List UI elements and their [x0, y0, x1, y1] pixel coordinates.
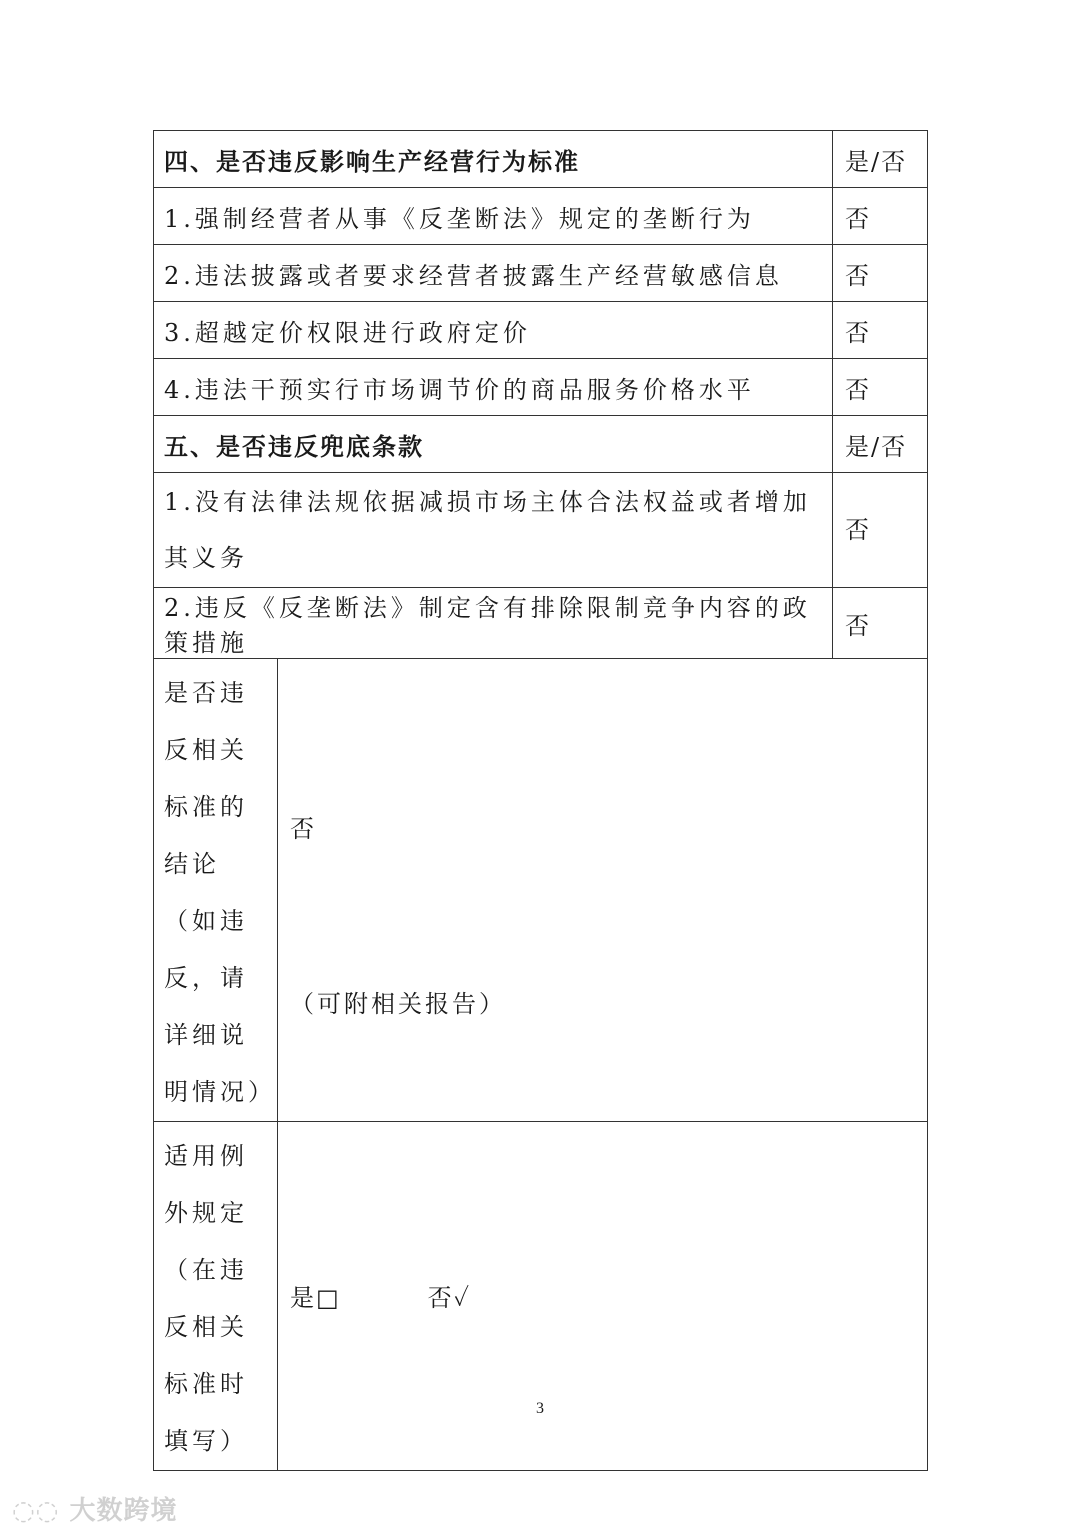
table-row: [154, 302, 928, 359]
section-title: 四、是否违反影响生产经营行为标准: [154, 131, 833, 188]
exception-content: [278, 1122, 928, 1471]
page-number: 3: [536, 1400, 544, 1417]
exception-label: 适用例外规定（在违反相关标准时填写）: [154, 1122, 278, 1471]
watermark-text: 大数跨境: [69, 1496, 178, 1526]
conclusion-label: 是否违反相关标准的结论（如违反，请详细说明情况）: [154, 659, 278, 1122]
item-answer: 否: [833, 473, 928, 588]
table-row: [154, 245, 928, 302]
conclusion-answer: 否: [290, 815, 316, 843]
section-title: 五、是否违反兜底条款: [154, 416, 833, 473]
section-header-row: [154, 416, 928, 473]
item-answer: 否: [833, 188, 928, 245]
item-text: 4.违法干预实行市场调节价的商品服务价格水平: [154, 359, 833, 416]
table-row: [154, 473, 928, 588]
section-answer-header: 是/否: [833, 416, 928, 473]
watermark: [12, 1490, 177, 1527]
item-answer: 否: [833, 359, 928, 416]
review-table: [153, 130, 928, 1471]
item-text: 3.超越定价权限进行政府定价: [154, 302, 833, 359]
item-answer: 否: [833, 588, 928, 659]
conclusion-content: [278, 659, 928, 1122]
conclusion-row: [154, 659, 928, 1122]
item-text: 1.没有法律法规依据减损市场主体合法权益或者增加其义务: [154, 473, 833, 588]
exception-choices: [290, 1278, 471, 1313]
exception-no-option: 否✓: [427, 1284, 472, 1312]
item-answer: 否: [833, 302, 928, 359]
table-row: [154, 188, 928, 245]
exception-row: [154, 1122, 928, 1471]
section-answer-header: 是/否: [833, 131, 928, 188]
table-row: [154, 359, 928, 416]
watermark-logo-icon: ◌◌: [12, 1496, 60, 1526]
section-header-row: [154, 131, 928, 188]
table-row: [154, 588, 928, 659]
item-text: 2.违反《反垄断法》制定含有排除限制竞争内容的政策措施: [154, 588, 833, 659]
conclusion-note: （可附相关报告）: [290, 990, 506, 1018]
item-text: 2.违法披露或者要求经营者披露生产经营敏感信息: [154, 245, 833, 302]
item-answer: 否: [833, 245, 928, 302]
item-text: 1.强制经营者从事《反垄断法》规定的垄断行为: [154, 188, 833, 245]
exception-yes-option: 是□: [290, 1284, 341, 1312]
